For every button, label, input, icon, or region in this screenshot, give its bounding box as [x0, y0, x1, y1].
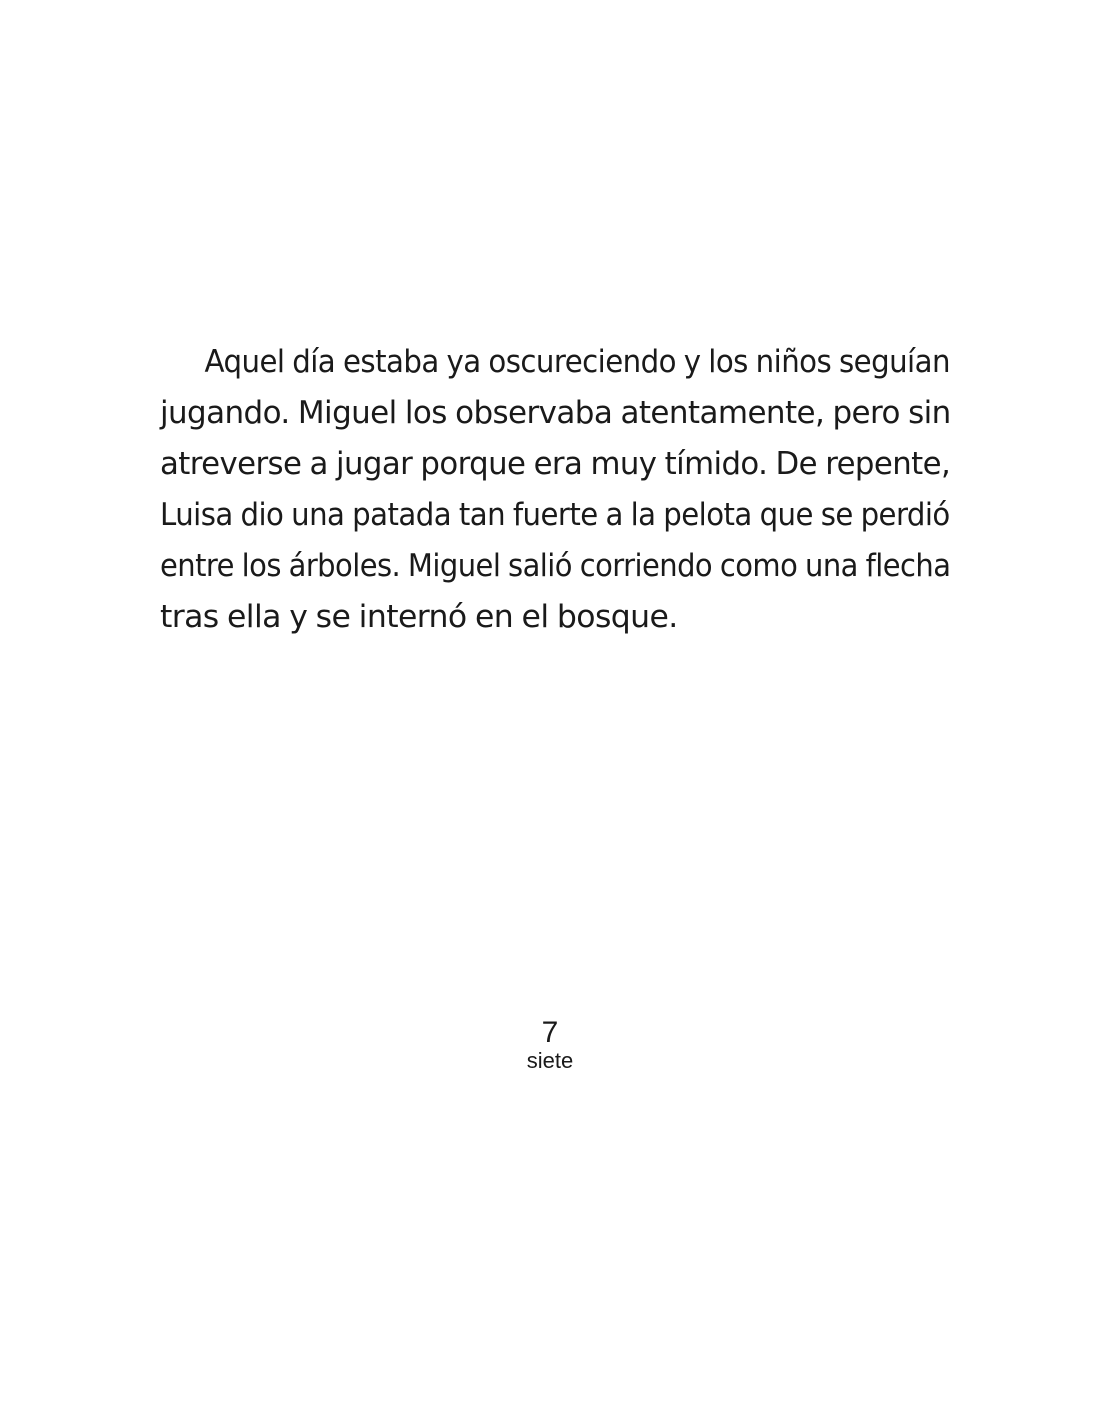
story-line: Luisa dio una patada tan fuerte a la pelota que se perdió [160, 497, 950, 533]
story-line: atreverse a jugar porque era muy tímido. De repente, [160, 446, 951, 482]
story-line: entre los árboles. Miguel salió corriendo como una flecha [160, 548, 951, 584]
story-line: Aquel día estaba ya oscureciendo y los niños seguían [204, 344, 950, 380]
page-folio [450, 1018, 650, 1074]
story-line: jugando. Miguel los observaba atentamente, pero sin [160, 395, 951, 431]
page-number-word: siete [526, 1048, 574, 1073]
story-line: tras ella y se internó en el bosque. [160, 599, 678, 635]
page-number: 7 [541, 1016, 559, 1049]
story-paragraph [160, 337, 950, 643]
